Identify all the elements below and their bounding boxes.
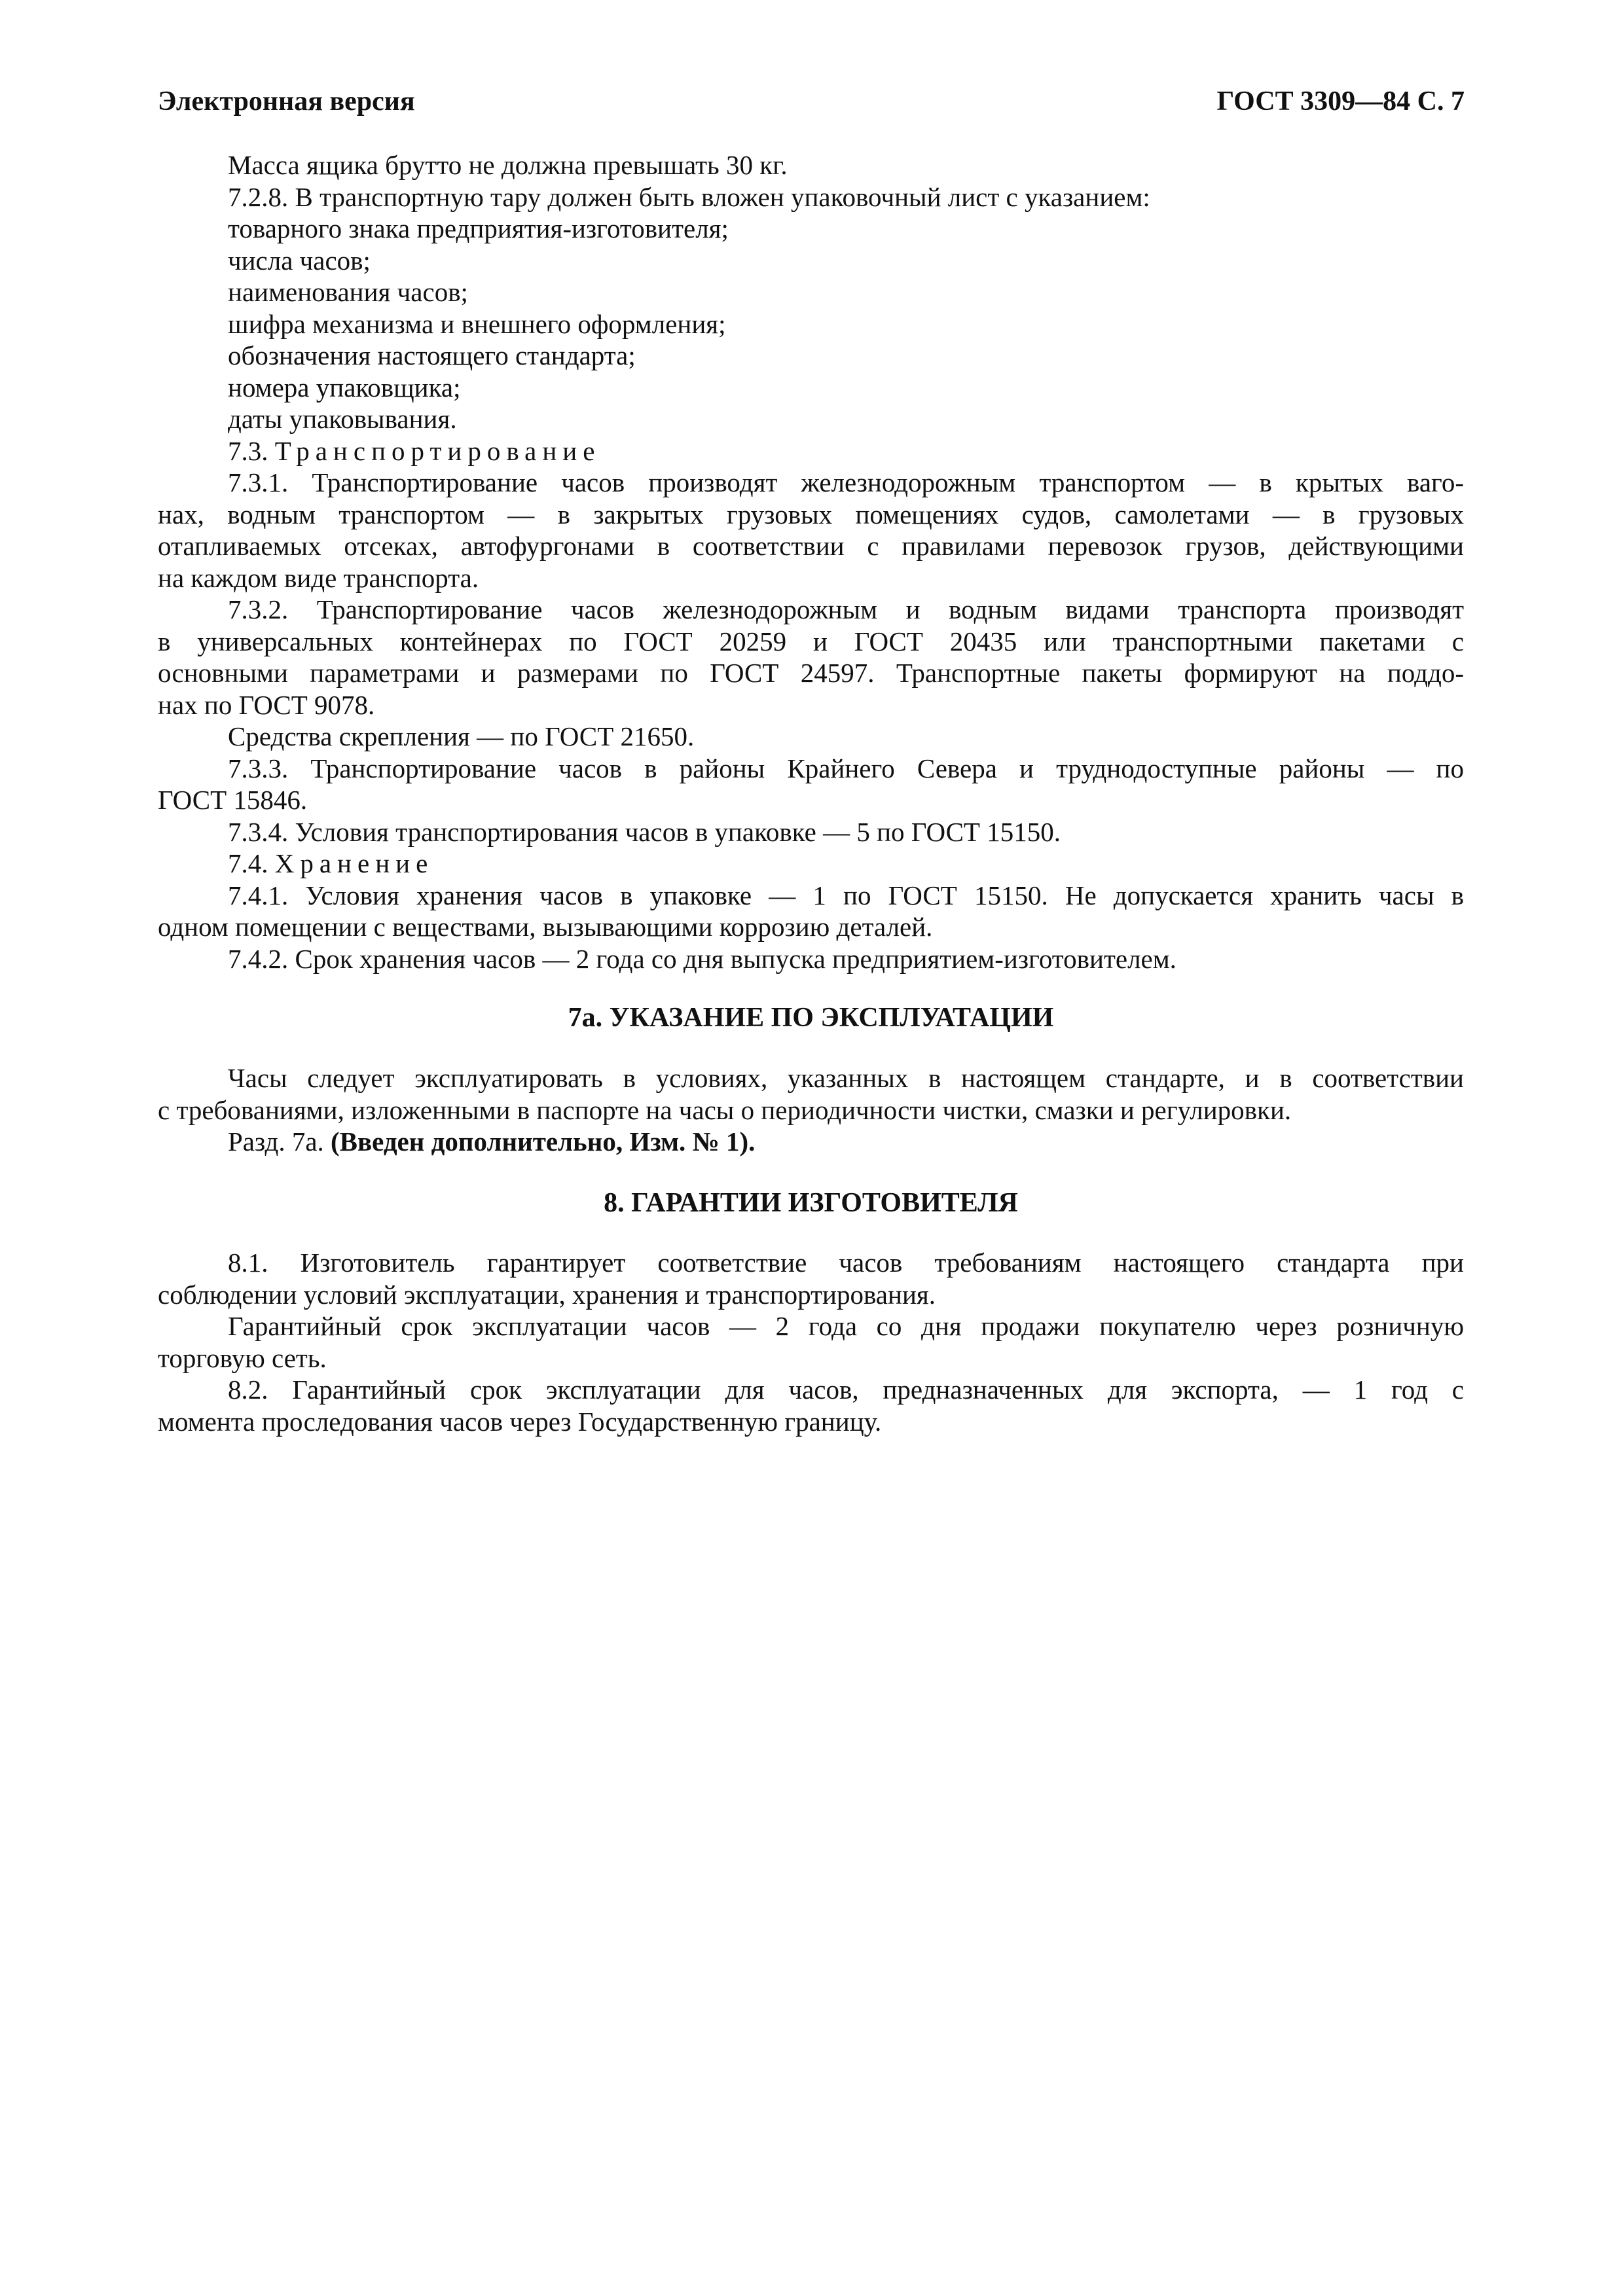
- list-item: наименования часов;: [228, 277, 468, 307]
- section-heading: 8. ГАРАНТИИ ИЗГОТОВИТЕЛЯ: [604, 1188, 1018, 1218]
- paragraph-line: 7.4.2. Срок хранения часов — 2 года со дня выпуска предприятием-изготовителем.: [228, 943, 1176, 974]
- paragraph-line: момента проследования часов через Государственную границу.: [158, 1406, 882, 1437]
- paragraph-line: нах, водным транспортом — в закрытых грузовых помещениях судов, самолетами — в грузовых: [158, 499, 1464, 529]
- text-line: 7.2.8. В транспортную тару должен быть вложен упаковочный лист с указанием:: [228, 181, 1150, 212]
- paragraph-line: с требованиями, изложенными в паспорте на часы о периодичности чистки, смазки и регулировки.: [158, 1094, 1292, 1125]
- section-heading: 7а. УКАЗАНИЕ ПО ЭКСПЛУАТАЦИИ: [568, 1003, 1054, 1033]
- paragraph-line: 7.3.2. Транспортирование часов железнодорожным и водным видами транспорта производят: [228, 594, 1464, 624]
- section-7a: [158, 1001, 1464, 1034]
- paragraph-line: основными параметрами и размерами по ГОСТ 24597. Транспортные пакеты формируют на поддо-: [158, 658, 1464, 688]
- paragraph-line: 7.3.1. Транспортирование часов производят железнодорожным транспортом — в крытых ваго-: [228, 467, 1464, 497]
- paragraph-line: торговую сеть.: [158, 1342, 327, 1373]
- paragraph-line: 8.2. Гарантийный срок эксплуатации для часов, предназначенных для экспорта, — 1 год с: [228, 1374, 1464, 1405]
- paragraph-line: отапливаемых отсеках, автофургонами в соответствии с правилами перевозок грузов, действующими: [158, 531, 1464, 561]
- paragraph-line: соблюдении условий эксплуатации, хранения и транспортирования.: [158, 1279, 936, 1310]
- paragraph-line: Средства скрепления — по ГОСТ 21650.: [228, 721, 695, 751]
- paragraph-line: Часы следует эксплуатировать в условиях, указанных в настоящем стандарте, и в соответствии: [228, 1063, 1464, 1093]
- subsection-heading-transport: 7.3. Транспортирование: [228, 435, 601, 466]
- paragraph-line: 7.3.4. Условия транспортирования часов в упаковке — 5 по ГОСТ 15150.: [228, 816, 1061, 847]
- paragraph-line: ГОСТ 15846.: [158, 785, 308, 815]
- amendment-note: Разд. 7а. (Введен дополнительно, Изм. № 1).: [228, 1126, 756, 1157]
- paragraph-line: 7.4.1. Условия хранения часов в упаковке — 1 по ГОСТ 15150. Не допускается хранить часы в: [228, 880, 1464, 910]
- text-line: Масса ящика брутто не должна превышать 30 кг.: [228, 150, 788, 180]
- paragraph-line: 8.1. Изготовитель гарантирует соответствие часов требованиям настоящего стандарта при: [228, 1247, 1464, 1278]
- section-7-block: [158, 149, 1464, 975]
- paragraph-line: на каждом виде транспорта.: [158, 562, 479, 593]
- section-8-body: [158, 1247, 1464, 1437]
- list-item: шифра механизма и внешнего оформления;: [228, 308, 726, 339]
- list-item: обозначения настоящего стандарта;: [228, 340, 636, 370]
- section-7a-body: [158, 1062, 1464, 1158]
- list-item: номера упаковщика;: [228, 372, 461, 403]
- header-right: ГОСТ 3309—84 С. 7: [1216, 86, 1465, 117]
- paragraph-line: 7.3.3. Транспортирование часов в районы Крайнего Севера и труднодоступные районы — по: [228, 753, 1464, 783]
- paragraph-line: нах по ГОСТ 9078.: [158, 689, 375, 720]
- list-item: товарного знака предприятия-изготовителя;: [228, 213, 729, 243]
- paragraph-line: Гарантийный срок эксплуатации часов — 2 года со дня продажи покупателю через розничную: [228, 1311, 1464, 1341]
- paragraph-line: одном помещении с веществами, вызывающими коррозию деталей.: [158, 912, 933, 942]
- list-item: числа часов;: [228, 245, 371, 276]
- paragraph-line: в универсальных контейнерах по ГОСТ 20259 и ГОСТ 20435 или транспортными пакетами с: [158, 626, 1464, 656]
- header-left: Электронная версия: [158, 86, 415, 117]
- list-item: даты упаковывания.: [228, 404, 457, 434]
- subsection-heading-storage: 7.4. Хранение: [228, 848, 434, 878]
- section-8: [158, 1187, 1464, 1219]
